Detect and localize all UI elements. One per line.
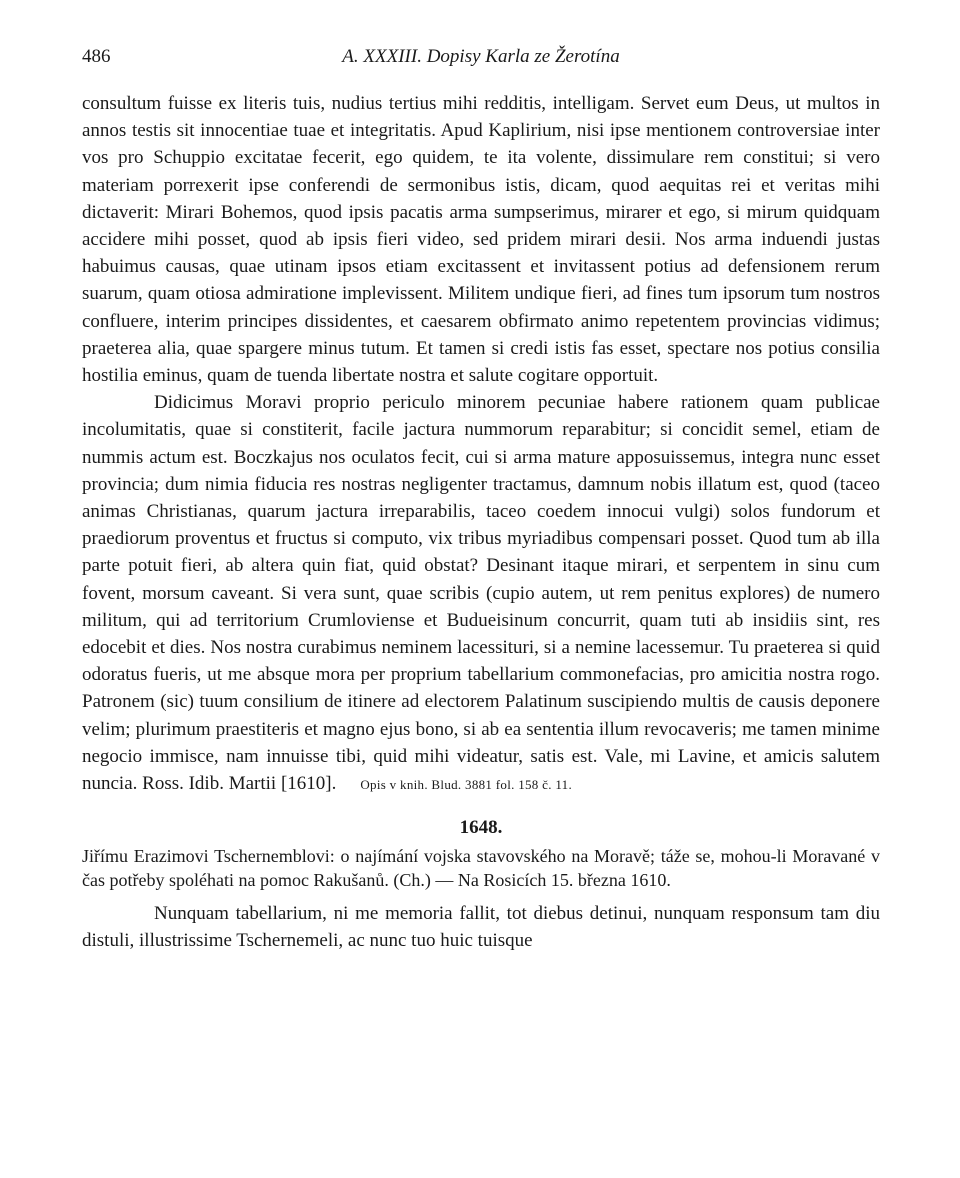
letter-1648-opening: Nunquam tabellarium, ni me memoria fallit, tot diebus detinui, nunquam responsum tam diu distuli, illustrissime Tschernemeli, ac nunc tuo huic tuisque <box>82 903 880 952</box>
document-page <box>82 38 880 955</box>
letter-1647-body <box>82 90 880 798</box>
letter-1647-paragraph-2-text: Didicimus Moravi proprio periculo minorem pecuniae habere rationem quam publicae incolumitatis, quae si constiterit, facile jactura nummorum reparabitur; si concidit semel, etiam de nummis actum est. Boczkajus nos oculatos fecit, cui si arma mature apposuissemus, integra nunc esset provincia; dum nimia fiducia res nostras negligenter tractamus, damnum nobis illatum est, quod (taceo animas Christianas, quarum jactura irreparabilis, taceo coedem innocui vulgi) solos fundorum et praediorum proventus et fructus si computo, vix tribus myriadibus compensari posset. Quod tum ab illa parte potuit fieri, ab altera quin fiat, quid obstat? Desinant itaque mirari, et serpentem in sinu cum fovent, morsum caveant. Si vera sunt, quae scribis (cupio autem, ut rem penitus explores) de numero militum, qui ad territorium Crumloviense et Budueisinum concurrit, quam tuti ab insidiis sint, res edocebit et dies. Nos nostra curabimus neminem lacessituri, si a nemine lacessemur. Tu praeterea si quid odoratus fueris, ut me absque mora per proprium tabellarium commonefacias, pro amicitia nostra rogo. Patronem (sic) tuum consilium de itinere ad electorem Palatinum suscipiendo multis de causis deponere velim; plurimum praestiteris et magno ejus bono, si ab ea sententia illum revocaveris; me tamen minime negocio immisce, nam innuisse tibi, quid mihi videatur, satis est. Vale, mi Lavine, et amicis salutem nuncia. Ross. Idib. Martii [1610]. <box>82 392 880 795</box>
letter-1648-body <box>82 900 880 954</box>
letter-summary: Jiřímu Erazimovi Tschernemblovi: o najímání vojska stavovského na Moravě; táže se, mohou-li Moravané v čas potřeby spoléhati na pomoc Rakušanů. (Ch.) — Na Rosicích 15. března 1610. <box>82 846 880 891</box>
running-header <box>82 38 880 74</box>
letter-1647-paragraph-1: consultum fuisse ex literis tuis, nudius tertius mihi redditis, intelligam. Servet eum Deus, ut multos in annos testis sit innocentiae tuae et integritatis. Apud Kaplirium, nisi ipse mentionem controversiae inter vos pro Schuppio excitatae fecerit, ego quidem, te ita volente, dissimulare rem constitui; si vero materiam porrexerit ipse conferendi de sermonibus istis, dicam, quod aequitas rei et veritas mihi dictaverit: Mirari Bohemos, quod ipsis pacatis arma sumpserimus, mirarer et ego, si mirum quidquam accidere mihi posset, quod ab ipsis fieri video, sed pridem mirari desii. Nos arma induendi justas habuimus causas, quae utinam ipsos etiam excitassent et invitassent potius ad defensionem rerum suarum, quam otiosa admiratione implevissent. Militem undique fieri, ad fines tum ipsorum tum nostros confluere, interim principes dissidentes, et caesarem obfirmato animo repetentem provincias vidimus; praeterea alia, quae spargere minus tutum. Et tamen si credi istis fas esset, spectare nos potius consilia hostilia eminus, quam de tuenda libertate nostra et salute cogitare opportuit. <box>82 93 880 387</box>
letter-number: 1648. <box>459 817 503 839</box>
running-title: A. XXXIII. Dopisy Karla ze Žerotína <box>342 46 620 67</box>
page-number: 486 <box>82 46 111 67</box>
source-note: Opis v knih. Blud. 3881 fol. 158 č. 11. <box>360 777 572 793</box>
letter-1647-paragraph-2 <box>82 389 880 798</box>
